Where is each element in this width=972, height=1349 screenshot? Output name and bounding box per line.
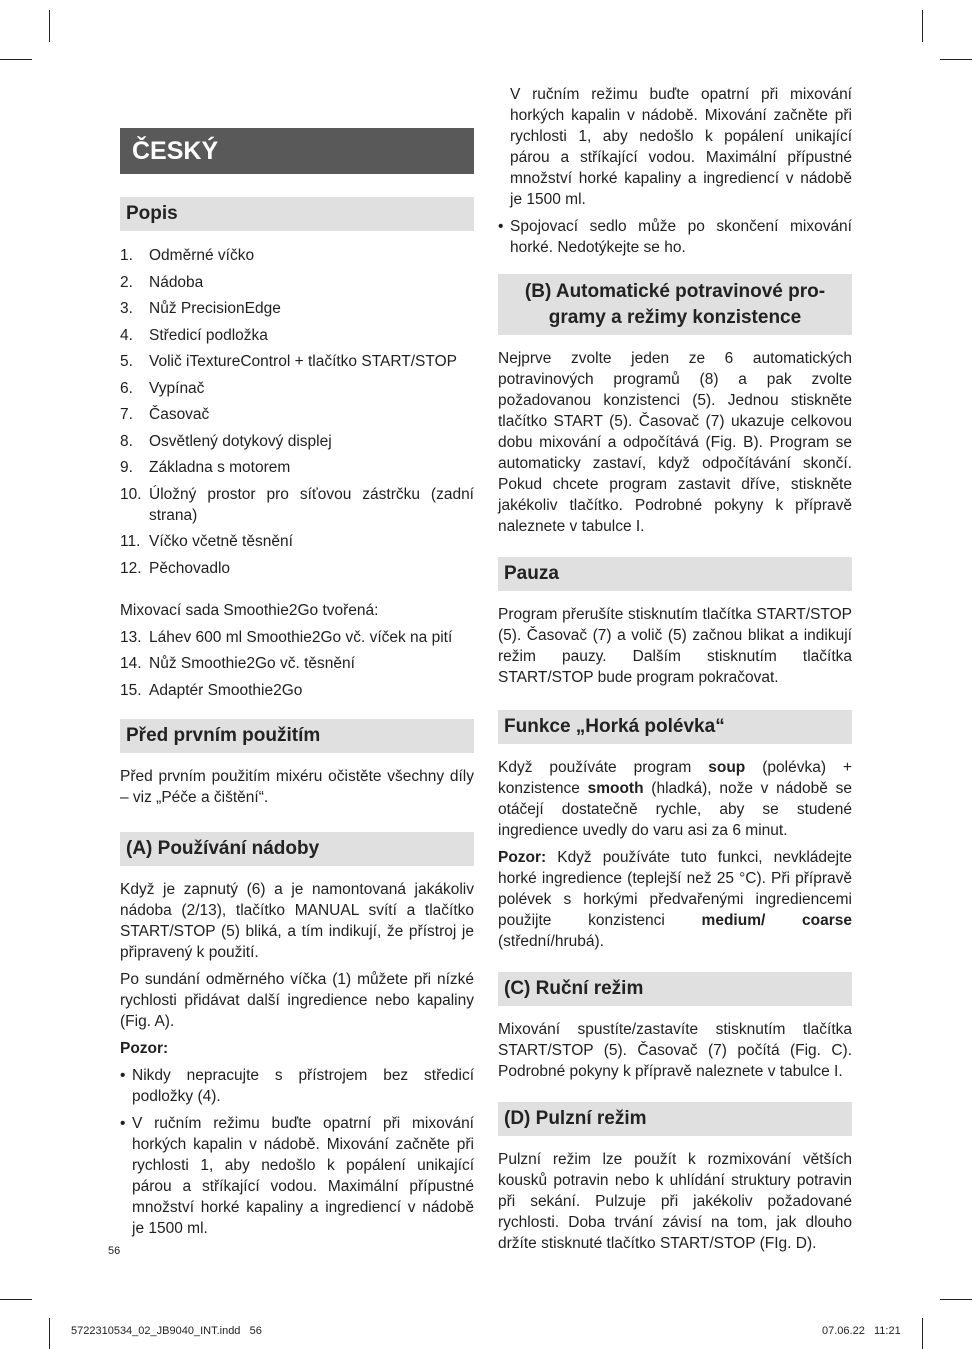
section-heading-hot-soup: Funkce „Horká polévka“ <box>498 710 852 744</box>
footer-file: 5722310534_02_JB9040_INT.indd 56 <box>71 1325 262 1337</box>
set-intro: Mixovací sada Smoothie2Go tvořená: <box>120 601 379 619</box>
crop-mark <box>940 59 972 60</box>
pulse-text: Pulzní režim lze použít k rozmixování větších kousků potravin nebo k uhlídání struktury potravin při sekání. Pulzuje při jakékoliv požadované rychlosti. Doba trvání závisí na tom, jak dlouho držíte stisknuté tlačítko START/STOP (FIg. D). <box>498 1151 852 1252</box>
list-item: • Nikdy nepracujte s přístrojem bez středicí podložky (4). <box>120 1066 474 1105</box>
list-item: 13. Láhev 600 ml Smoothie2Go vč. víček na pití <box>120 628 453 646</box>
list-item: • V ručním režimu buďte opatrní při mixování horkých kapalin v nádobě. Mixování začněte při rychlosti 1, aby nedošlo k popálení unikající párou a stříkající vodou. Maximální přípustné množství horké kapaliny a ingrediencí v nádobě je 1500 ml. <box>120 1114 474 1237</box>
parts-list <box>120 245 474 579</box>
left-column <box>120 128 474 1237</box>
list-item: 4. Středicí podložka <box>120 326 268 344</box>
section-heading-pause: Pauza <box>498 557 852 591</box>
section-heading-pulse: (D) Pulzní režim <box>498 1102 852 1136</box>
auto-text: Nejprve zvolte jeden ze 6 automatických potravinových programů (8) a pak zvolte požadovanou konzistenci (5). Jednou stiskněte tlačítko START (5). Časovač (7) ukazuje celkovou dobu mixování a odpočítává (Fig. B). Program se automaticky zastaví, když odpočítávání skončí. Pokud chcete program zastavit dříve, stiskněte jakékoliv tlačítko. Podrobné pokyny k přípravě naleznete v tabulce I. <box>498 350 852 535</box>
crop-mark <box>0 59 32 60</box>
list-item: 14. Nůž Smoothie2Go vč. těsnění <box>120 655 355 672</box>
list-item: 11. Víčko včetně těsnění <box>120 533 293 550</box>
hot-soup-paragraph-1: Když používáte program soup (polévka) + konzistence smooth (hladká), nože v nádobě se otáčejí dostatečně rychle, aby se studené ingredience uvedly do varu asi za 6 minut. <box>498 759 852 839</box>
list-item: 2. Nádoba <box>120 273 204 291</box>
first-use-text: Před prvním použitím mixéru očistěte všechny díly – viz „Péče a čištění“. <box>120 767 474 806</box>
container-paragraph-1: Když je zapnutý (6) a je namontovaná jakákoliv nádoba (2/13), tlačítko MANUAL svítí a tlačítko START/STOP (5) bliká, a tím indikují, že přístroj je připravený k použití. <box>120 880 474 961</box>
container-paragraph-2: Po sundání odměrného víčka (1) můžete při nízké rychlosti přidávat další ingredience nebo kapaliny (Fig. A). <box>120 970 474 1030</box>
footer-date: 07.06.22 11:21 <box>822 1325 901 1337</box>
crop-mark <box>49 10 50 42</box>
crop-mark <box>922 10 923 42</box>
crop-mark <box>0 1299 32 1300</box>
right-column <box>498 86 852 1254</box>
crop-mark <box>940 1299 972 1300</box>
list-item: 9. Základna s motorem <box>120 459 291 476</box>
caution-list <box>120 1065 474 1237</box>
section-heading-first-use: Před prvním použitím <box>120 719 474 753</box>
list-item: 12. Pěchovadlo <box>120 559 231 577</box>
bullet-continuation: V ručním režimu buďte opatrní při mixování horkých kapalin v nádobě. Mixování začněte při rychlosti 1, aby nedošlo k popálení unikající párou a stříkající vodou. Maximální přípustné množství horké kapaliny a ingrediencí v nádobě je 1500 ml. <box>510 86 852 208</box>
caution-list-continued <box>498 86 852 258</box>
section-heading-manual: (C) Ruční režim <box>498 972 852 1006</box>
section-heading-popis: Popis <box>120 197 474 231</box>
list-item: 7. Časovač <box>120 406 210 423</box>
list-item: 10. Úložný prostor pro síťovou zástrčku (zadní strana) <box>120 485 474 524</box>
list-item: 15. Adaptér Smoothie2Go <box>120 681 303 699</box>
crop-mark <box>922 1318 923 1349</box>
section-heading-auto: (B) Automatické potravinové pro- gramy a režimy konzistence <box>498 274 852 335</box>
list-item <box>498 86 852 210</box>
list-item: 8. Osvětlený dotykový displej <box>120 432 332 450</box>
list-item: 1. Odměrné víčko <box>120 247 255 264</box>
manual-text: Mixování spustíte/zastavíte stisknutím tlačítka START/STOP (5). Časovač (7) počítá (Fig. C). Podrobné pokyny k přípravě naleznete v tabulce I. <box>498 1021 852 1080</box>
page-number: 56 <box>108 1245 121 1257</box>
section-heading-container: (A) Používání nádoby <box>120 832 474 866</box>
list-item: • Spojovací sedlo může po skončení mixování horké. Nedotýkejte se ho. <box>498 218 852 256</box>
list-item: 5. Volič iTextureControl + tlačítko START/STOP <box>120 353 457 370</box>
crop-mark <box>49 1318 50 1349</box>
list-item: 3. Nůž PrecisionEdge <box>120 300 281 317</box>
pause-text: Program přerušíte stisknutím tlačítka START/STOP (5). Časovač (7) a volič (5) začnou blikat a indikují režim pauzy. Dalším stisknutím tlačítka START/STOP bude program pokračovat. <box>498 606 852 686</box>
caution-label: Pozor: <box>120 1039 169 1057</box>
language-header: ČESKÝ <box>120 128 474 174</box>
hot-soup-paragraph-2: Pozor: Když používáte tuto funkci, nevkládejte horké ingredience (teplejší než 25 °C). Při přípravě polévek s horkými předvařenými ingrediencemi použijte konzistenci medium/ coarse (střední/hrubá). <box>498 849 852 950</box>
set-list <box>120 627 474 701</box>
list-item: 6. Vypínač <box>120 379 205 397</box>
